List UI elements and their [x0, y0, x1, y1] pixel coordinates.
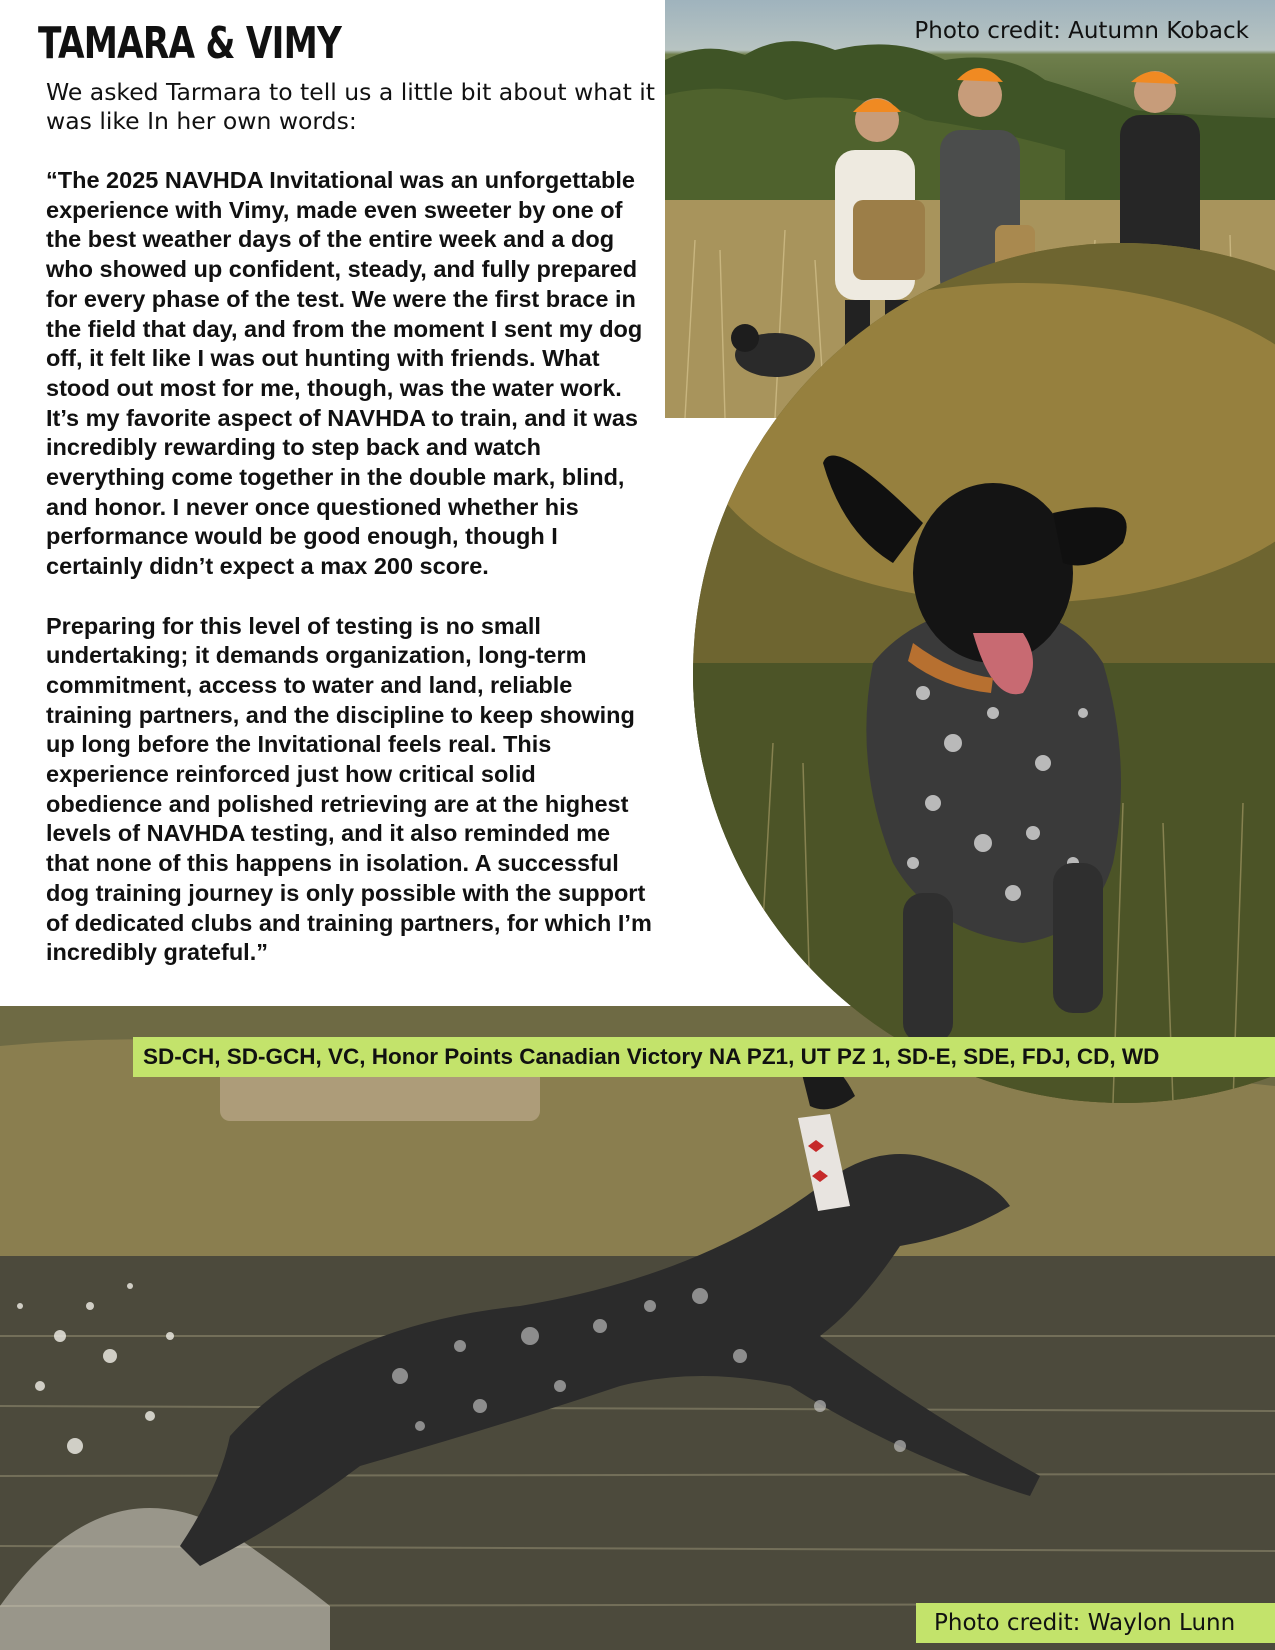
dog-titles-banner [133, 1037, 1275, 1077]
photo-credit-bottom: Photo credit: Waylon Lunn [916, 1603, 1275, 1643]
article-text-panel [0, 0, 665, 1006]
photo-credit-top: Photo credit: Autumn Koback [914, 18, 1249, 44]
photo-dog-running [693, 243, 1275, 1103]
photo-dog-running-art [693, 243, 1275, 1103]
article-quote [46, 166, 656, 998]
article-title: TAMARA & VIMY [38, 18, 342, 69]
quote-paragraph: “The 2025 NAVHDA Invitational was an unforgettable experience with Vimy, made even sweeter by one of the best weather days of the entire week and a dog who showed up confident, steady, and fully prepared for every phase of the test. We were the first brace in the field that day, and from the moment I sent my dog off, it felt like I was out hunting with friends. What stood out most for me, though, was the water work. It’s my favorite aspect of NAVHDA to train, and it was incredibly rewarding to step back and watch everything come together in the double mark, blind, and honor. I never once questioned whether his performance would be good enough, though I certainly didn’t expect a max 200 score. [46, 167, 643, 580]
article-intro: We asked Tarmara to tell us a little bit about what it was like In her own words: [46, 78, 656, 135]
quote-paragraph: Preparing for this level of testing is no small undertaking; it demands organization, long-term commitment, access to water and land, reliable training partners, and the discipline to keep showing up long before the Invitational feels real. This experience reinforced just how critical solid obedience and polished retrieving are at the highest levels of NAVHDA testing, and it also reminded me that none of this happens in isolation. A successful dog training journey is only possible with the support of dedicated clubs and training partners, for which I’m incredibly grateful.” [46, 612, 652, 966]
dog-titles-text: SD-CH, SD-GCH, VC, Honor Points Canadian Victory NA PZ1, UT PZ 1, SD-E, SDE, FDJ, CD, WD [143, 1044, 1160, 1069]
